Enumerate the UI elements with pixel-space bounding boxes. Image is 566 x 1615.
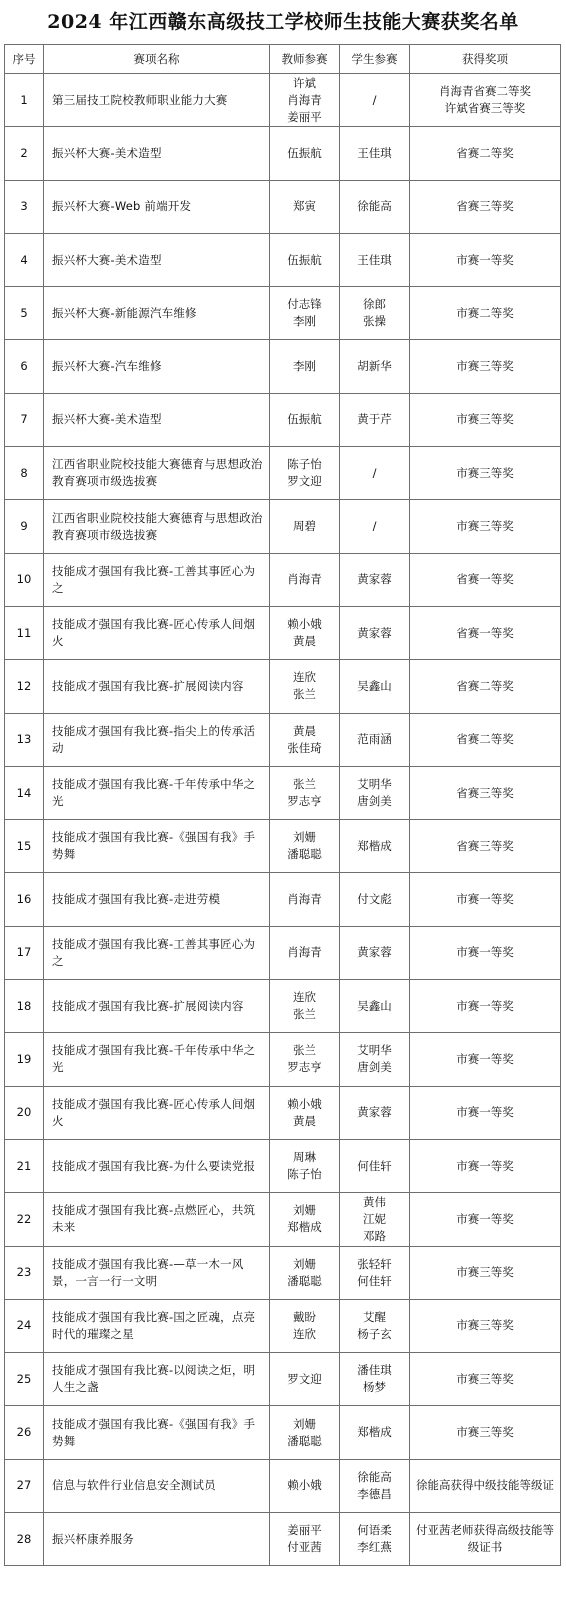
table-row: [5, 926, 561, 979]
cell-teachers: 李刚: [270, 340, 340, 393]
cell-no: 3: [5, 180, 44, 233]
table-row: [5, 1139, 561, 1192]
cell-teachers: 赖小娥: [270, 1459, 340, 1512]
cell-award: 市赛三等奖: [410, 1353, 561, 1406]
cell-teachers: 伍振航: [270, 233, 340, 286]
cell-teachers: 姜丽平 付亚茜: [270, 1513, 340, 1566]
table-row: [5, 340, 561, 393]
cell-students: 王佳琪: [340, 233, 410, 286]
column-header-teachers: 教师参赛: [270, 45, 340, 74]
cell-competition: 技能成才强国有我比赛-千年传承中华之光: [44, 766, 270, 819]
cell-award: 市赛三等奖: [410, 393, 561, 446]
table-row: [5, 1246, 561, 1299]
cell-competition: 技能成才强国有我比赛-点燃匠心，共筑未来: [44, 1193, 270, 1246]
cell-students: 徐能高: [340, 180, 410, 233]
cell-no: 28: [5, 1513, 44, 1566]
cell-no: 24: [5, 1299, 44, 1352]
cell-competition: 技能成才强国有我比赛-扩展阅读内容: [44, 980, 270, 1033]
cell-teachers: 连欣 张兰: [270, 980, 340, 1033]
cell-competition: 振兴杯大赛-汽车维修: [44, 340, 270, 393]
cell-no: 23: [5, 1246, 44, 1299]
cell-award: 省赛一等奖: [410, 606, 561, 659]
cell-award: 省赛二等奖: [410, 660, 561, 713]
table-row: [5, 873, 561, 926]
cell-teachers: 张兰 罗志亨: [270, 1033, 340, 1086]
column-header-award: 获得奖项: [410, 45, 561, 74]
cell-no: 7: [5, 393, 44, 446]
cell-competition: 技能成才强国有我比赛-工善其事匠心为之: [44, 926, 270, 979]
cell-students: 张轻轩 何佳轩: [340, 1246, 410, 1299]
cell-teachers: 连欣 张兰: [270, 660, 340, 713]
cell-no: 10: [5, 553, 44, 606]
cell-students: 潘佳琪 杨梦: [340, 1353, 410, 1406]
table-row: [5, 393, 561, 446]
cell-students: 吴鑫山: [340, 980, 410, 1033]
cell-students: 郑楷成: [340, 820, 410, 873]
cell-no: 4: [5, 233, 44, 286]
cell-teachers: 肖海青: [270, 926, 340, 979]
cell-students: 黄家蓉: [340, 553, 410, 606]
cell-competition: 第三届技工院校教师职业能力大赛: [44, 74, 270, 127]
cell-students: 艾明华 唐剑美: [340, 1033, 410, 1086]
cell-award: 市赛一等奖: [410, 980, 561, 1033]
cell-award: 市赛三等奖: [410, 340, 561, 393]
cell-competition: 技能成才强国有我比赛-指尖上的传承活动: [44, 713, 270, 766]
cell-no: 2: [5, 127, 44, 180]
cell-award: 市赛一等奖: [410, 233, 561, 286]
cell-competition: 技能成才强国有我比赛-匠心传承人间烟火: [44, 1086, 270, 1139]
table-row: [5, 287, 561, 340]
cell-no: 9: [5, 500, 44, 553]
table-row: [5, 980, 561, 1033]
cell-students: 黄家蓉: [340, 926, 410, 979]
cell-teachers: 周琳 陈子怡: [270, 1139, 340, 1192]
cell-award: 市赛一等奖: [410, 1033, 561, 1086]
cell-competition: 技能成才强国有我比赛-《强国有我》手势舞: [44, 1406, 270, 1459]
cell-no: 20: [5, 1086, 44, 1139]
cell-award: 省赛二等奖: [410, 713, 561, 766]
cell-no: 11: [5, 606, 44, 659]
cell-teachers: 罗文迎: [270, 1353, 340, 1406]
cell-award: 市赛三等奖: [410, 1246, 561, 1299]
cell-award: 市赛一等奖: [410, 1193, 561, 1246]
cell-competition: 技能成才强国有我比赛-为什么要读党报: [44, 1139, 270, 1192]
cell-award: 市赛三等奖: [410, 447, 561, 500]
cell-students: 付文彪: [340, 873, 410, 926]
cell-teachers: 赖小娥 黄晨: [270, 606, 340, 659]
cell-award: 省赛二等奖: [410, 127, 561, 180]
cell-award: 市赛一等奖: [410, 873, 561, 926]
cell-teachers: 周碧: [270, 500, 340, 553]
cell-students: 何佳轩: [340, 1139, 410, 1192]
table-row: [5, 1193, 561, 1246]
column-header-no: 序号: [5, 45, 44, 74]
cell-award: 市赛一等奖: [410, 1086, 561, 1139]
cell-no: 14: [5, 766, 44, 819]
cell-teachers: 张兰 罗志亨: [270, 766, 340, 819]
cell-competition: 技能成才强国有我比赛-《强国有我》手势舞: [44, 820, 270, 873]
cell-award: 省赛三等奖: [410, 820, 561, 873]
cell-teachers: 肖海青: [270, 873, 340, 926]
table-row: [5, 127, 561, 180]
table-row: [5, 1353, 561, 1406]
cell-no: 19: [5, 1033, 44, 1086]
cell-award: 省赛一等奖: [410, 553, 561, 606]
cell-no: 5: [5, 287, 44, 340]
table-row: [5, 1406, 561, 1459]
cell-award: 付亚茜老师获得高级技能等级证书: [410, 1513, 561, 1566]
cell-no: 16: [5, 873, 44, 926]
table-row: [5, 820, 561, 873]
cell-students: 徐郎 张操: [340, 287, 410, 340]
cell-award: 市赛一等奖: [410, 926, 561, 979]
cell-teachers: 付志锋 李刚: [270, 287, 340, 340]
cell-award: 市赛三等奖: [410, 1406, 561, 1459]
cell-no: 8: [5, 447, 44, 500]
cell-no: 15: [5, 820, 44, 873]
cell-students: 范雨涵: [340, 713, 410, 766]
cell-students: 吴鑫山: [340, 660, 410, 713]
cell-no: 12: [5, 660, 44, 713]
cell-competition: 技能成才强国有我比赛-—草一木一风景，一言一行一文明: [44, 1246, 270, 1299]
cell-students: 何语柔 李红燕: [340, 1513, 410, 1566]
cell-award: 市赛一等奖: [410, 1139, 561, 1192]
table-row: [5, 500, 561, 553]
cell-competition: 技能成才强国有我比赛-匠心传承人间烟火: [44, 606, 270, 659]
cell-competition: 技能成才强国有我比赛-以阅读之炬，明人生之盏: [44, 1353, 270, 1406]
award-table: [4, 44, 561, 1566]
cell-students: 徐能高 李德昌: [340, 1459, 410, 1512]
cell-no: 13: [5, 713, 44, 766]
cell-competition: 振兴杯大赛-美术造型: [44, 233, 270, 286]
cell-teachers: 刘姗 郑楷成: [270, 1193, 340, 1246]
cell-teachers: 郑寅: [270, 180, 340, 233]
column-header-competition: 赛项名称: [44, 45, 270, 74]
table-row: [5, 1086, 561, 1139]
cell-competition: 技能成才强国有我比赛-千年传承中华之光: [44, 1033, 270, 1086]
table-row: [5, 1033, 561, 1086]
cell-students: 胡新华: [340, 340, 410, 393]
cell-no: 17: [5, 926, 44, 979]
table-row: [5, 447, 561, 500]
cell-award: 徐能高获得中级技能等级证: [410, 1459, 561, 1512]
cell-students: 黄家蓉: [340, 1086, 410, 1139]
cell-students: 黄家蓉: [340, 606, 410, 659]
cell-competition: 江西省职业院校技能大赛德育与思想政治教育赛项市级选拔赛: [44, 447, 270, 500]
cell-students: /: [340, 74, 410, 127]
cell-competition: 振兴杯康养服务: [44, 1513, 270, 1566]
cell-teachers: 刘姗 潘聪聪: [270, 820, 340, 873]
cell-competition: 技能成才强国有我比赛-工善其事匠心为之: [44, 553, 270, 606]
cell-students: 郑楷成: [340, 1406, 410, 1459]
cell-competition: 信息与软件行业信息安全测试员: [44, 1459, 270, 1512]
table-row: [5, 74, 561, 127]
cell-award: 省赛三等奖: [410, 766, 561, 819]
table-row: [5, 1299, 561, 1352]
cell-no: 25: [5, 1353, 44, 1406]
table-row: [5, 1459, 561, 1512]
cell-no: 6: [5, 340, 44, 393]
cell-no: 18: [5, 980, 44, 1033]
cell-teachers: 伍振航: [270, 393, 340, 446]
table-row: [5, 606, 561, 659]
cell-no: 22: [5, 1193, 44, 1246]
cell-teachers: 戴盼 连欣: [270, 1299, 340, 1352]
cell-teachers: 许斌 肖海青 姜丽平: [270, 74, 340, 127]
cell-competition: 技能成才强国有我比赛-走进劳模: [44, 873, 270, 926]
table-row: [5, 553, 561, 606]
cell-competition: 振兴杯大赛-美术造型: [44, 127, 270, 180]
cell-competition: 振兴杯大赛-美术造型: [44, 393, 270, 446]
cell-award: 市赛三等奖: [410, 500, 561, 553]
cell-no: 26: [5, 1406, 44, 1459]
cell-students: 艾明华 唐剑美: [340, 766, 410, 819]
cell-teachers: 刘姗 潘聪聪: [270, 1246, 340, 1299]
cell-competition: 技能成才强国有我比赛-国之匠魂，点亮时代的璀璨之星: [44, 1299, 270, 1352]
cell-students: 黄于芹: [340, 393, 410, 446]
cell-teachers: 伍振航: [270, 127, 340, 180]
cell-competition: 振兴杯大赛-Web 前端开发: [44, 180, 270, 233]
cell-award: 肖海青省赛二等奖 许斌省赛三等奖: [410, 74, 561, 127]
column-header-students: 学生参赛: [340, 45, 410, 74]
page-title: 2024 年江西赣东高级技工学校师生技能大赛获奖名单: [47, 11, 519, 33]
cell-no: 1: [5, 74, 44, 127]
cell-students: /: [340, 447, 410, 500]
cell-teachers: 黄晨 张佳琦: [270, 713, 340, 766]
cell-no: 27: [5, 1459, 44, 1512]
cell-competition: 振兴杯大赛-新能源汽车维修: [44, 287, 270, 340]
cell-teachers: 刘姗 潘聪聪: [270, 1406, 340, 1459]
table-row: [5, 660, 561, 713]
table-row: [5, 766, 561, 819]
cell-students: 王佳琪: [340, 127, 410, 180]
cell-no: 21: [5, 1139, 44, 1192]
cell-students: /: [340, 500, 410, 553]
cell-competition: 技能成才强国有我比赛-扩展阅读内容: [44, 660, 270, 713]
cell-teachers: 陈子怡 罗文迎: [270, 447, 340, 500]
cell-award: 市赛三等奖: [410, 1299, 561, 1352]
cell-students: 艾醒 杨子玄: [340, 1299, 410, 1352]
cell-students: 黄伟 江妮 邓路: [340, 1193, 410, 1246]
table-header-row: [5, 45, 561, 74]
table-row: [5, 1513, 561, 1566]
cell-award: 市赛二等奖: [410, 287, 561, 340]
table-row: [5, 713, 561, 766]
table-row: [5, 180, 561, 233]
cell-teachers: 肖海青: [270, 553, 340, 606]
cell-teachers: 赖小娥 黄晨: [270, 1086, 340, 1139]
table-row: [5, 233, 561, 286]
cell-competition: 江西省职业院校技能大赛德育与思想政治教育赛项市级选拔赛: [44, 500, 270, 553]
cell-award: 省赛三等奖: [410, 180, 561, 233]
